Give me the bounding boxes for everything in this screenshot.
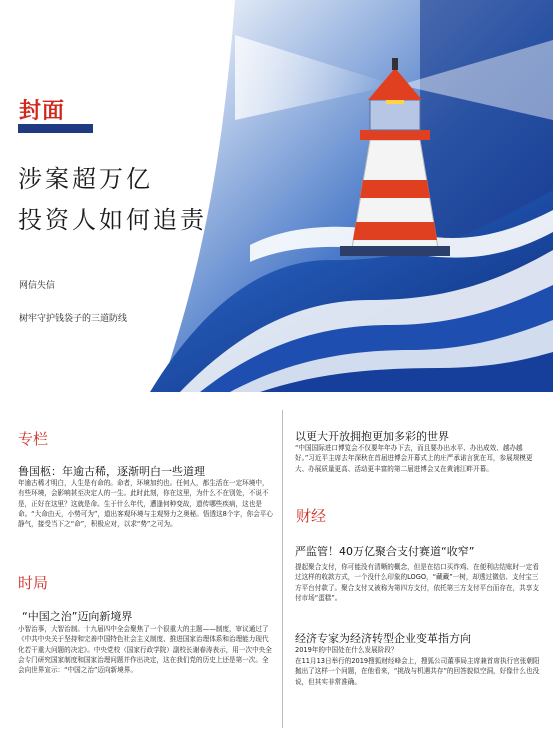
cover-subheading-1: 网信失信	[19, 281, 56, 291]
column-divider	[282, 410, 283, 728]
cover-headline-line-1: 涉案超万亿	[18, 165, 153, 193]
cover-section-label: 封面	[19, 99, 66, 124]
article-title-lu-guojiu[interactable]: 鲁国柩：年逾古稀，逐渐明白一些道理	[18, 465, 205, 478]
section-label-finance: 财经	[296, 507, 327, 525]
article-body-open-world: “中国国际进口博览会不仅要年年办下去，而且要办出水平、办出成效、越办越好。”习近平主席去年深秋在首届进博会开幕式上的庄严承诺言犹在耳，参展规模更大、办展质量更高、活动更丰富的第二届进博会又在黄浦江畔开幕。	[295, 444, 533, 473]
article-body-china-governance: 小智治事，大智治制。十九届四中全会聚焦了一个很重大的主题——制度，审议通过了《中共中央关于坚持和完善中国特色社会主义制度、推进国家治理体系和治理能力现代化若干重大问题的决定》。中央党校（国家行政学院）副校长谢春涛表示，用一次中央全会专门研究国家制度和国家治理问题并作出决定，这在我们党的历史上还是第一次。全会向世界宣示：“中国之治”迈向新境界。	[18, 625, 272, 675]
cover-headline-line-2: 投资人如何追责	[18, 206, 207, 234]
article-title-open-world[interactable]: 以更大开放拥抱更加多彩的世界	[295, 430, 449, 443]
article-title-china-governance[interactable]: “中国之治”迈向新境界	[22, 610, 133, 623]
article-body-aggregate-payment: 提起聚合支付，你可能没有清晰的概念，但是在结口买炸鸡、在便利店结账时一定看过这样的收款方式，一个没什么印象的LOGO，“藏藏”一树，却透过微信、支付宝三方平台付款了。聚合支付又被称为第四方支付，依托第三方支付平台而存在，共享支付市场“蛋糕”。	[295, 563, 539, 602]
cover-accent-bar	[18, 124, 93, 133]
section-label-current-affairs: 时局	[18, 574, 49, 592]
article-body-economic-transformation: 在11月13日举行的2019搜狐财经峰会上，搜狐公司董事局主席兼首席执行官张朝阳抛出了这样一个问题，在他看来，“挑战与机遇共存”的回答貌似空洞，好像什么也没说，但其实非常准确。	[295, 657, 540, 686]
article-title-aggregate-payment[interactable]: 严监管！40万亿聚合支付赛道“收窄”	[295, 545, 475, 558]
article-body-lu-guojiu: 年逾古稀才明白，人生是有命的。命者，环境加约也。任何人，都生活在一定环境中，有些环境，会影响甚至决定人的一生。此时此刻，你在这里，为什么不在别处，不说不是，正好在这里？这就是命。生于什么年代，遭逢何种变故，遗传哪些疾病，这也是命。“大命由天，小势可为”，道出客观环境与主观努力之奥秘。悟透这8个字，你会平心静气，接受当下之“命”，积极应对，以求“势”之可为。	[18, 479, 273, 529]
article-title-economic-transformation[interactable]: 经济专家为经济转型企业变革指方向	[295, 632, 471, 645]
section-label-column: 专栏	[18, 430, 49, 448]
article-lead-economic-transformation: 2019年的中国处在什么发展阶段？	[295, 646, 398, 654]
cover-subheading-2: 树牢守护钱袋子的三道防线	[19, 314, 128, 324]
